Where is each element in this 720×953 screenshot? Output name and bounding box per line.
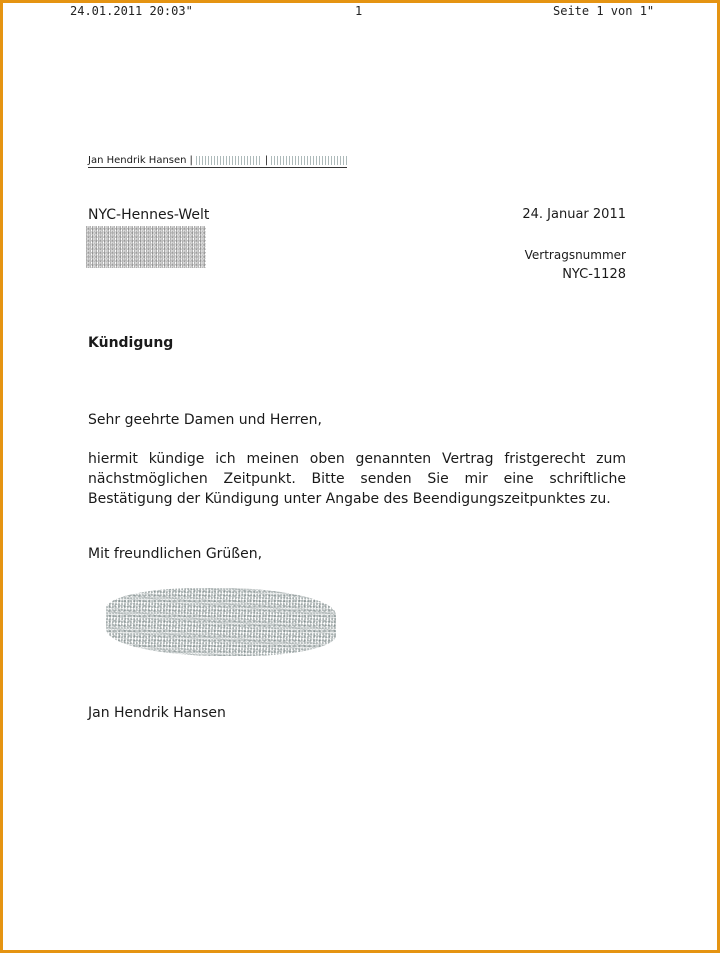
contract-label: Vertragsnummer [524,248,626,262]
redacted-recipient-address [86,226,206,268]
handwritten-signature [106,588,336,656]
print-timestamp: 24.01.2011 20:03" [70,4,193,18]
print-page-of: Seite 1 von 1" [553,4,655,18]
redacted-city [271,156,347,165]
recipient-name: NYC-Hennes-Welt [88,207,210,223]
redacted-street [196,156,262,165]
salutation: Sehr geehrte Damen und Herren, [88,412,322,428]
letter-date: 24. Januar 2011 [522,207,626,222]
sender-separator: | [189,155,193,166]
sender-separator: | [264,155,269,166]
signed-name: Jan Hendrik Hansen [88,705,226,721]
contract-number: NYC-1128 [562,267,626,282]
sender-name: Jan Hendrik Hansen [88,155,187,166]
letter-subject: Kündigung [88,335,174,351]
letter-body: hiermit kündige ich meinen oben genannten Vertrag fristgerecht zum nächstmöglichen Zeitpunkt. Bitte senden Sie mir eine schriftliche Bestätigung der Kündigung unter Angabe des Beendigungszeitpunktes zu. [88,451,626,507]
print-page-number: 1 [355,4,363,18]
sender-address-line [88,155,347,168]
closing: Mit freundlichen Grüßen, [88,546,263,562]
